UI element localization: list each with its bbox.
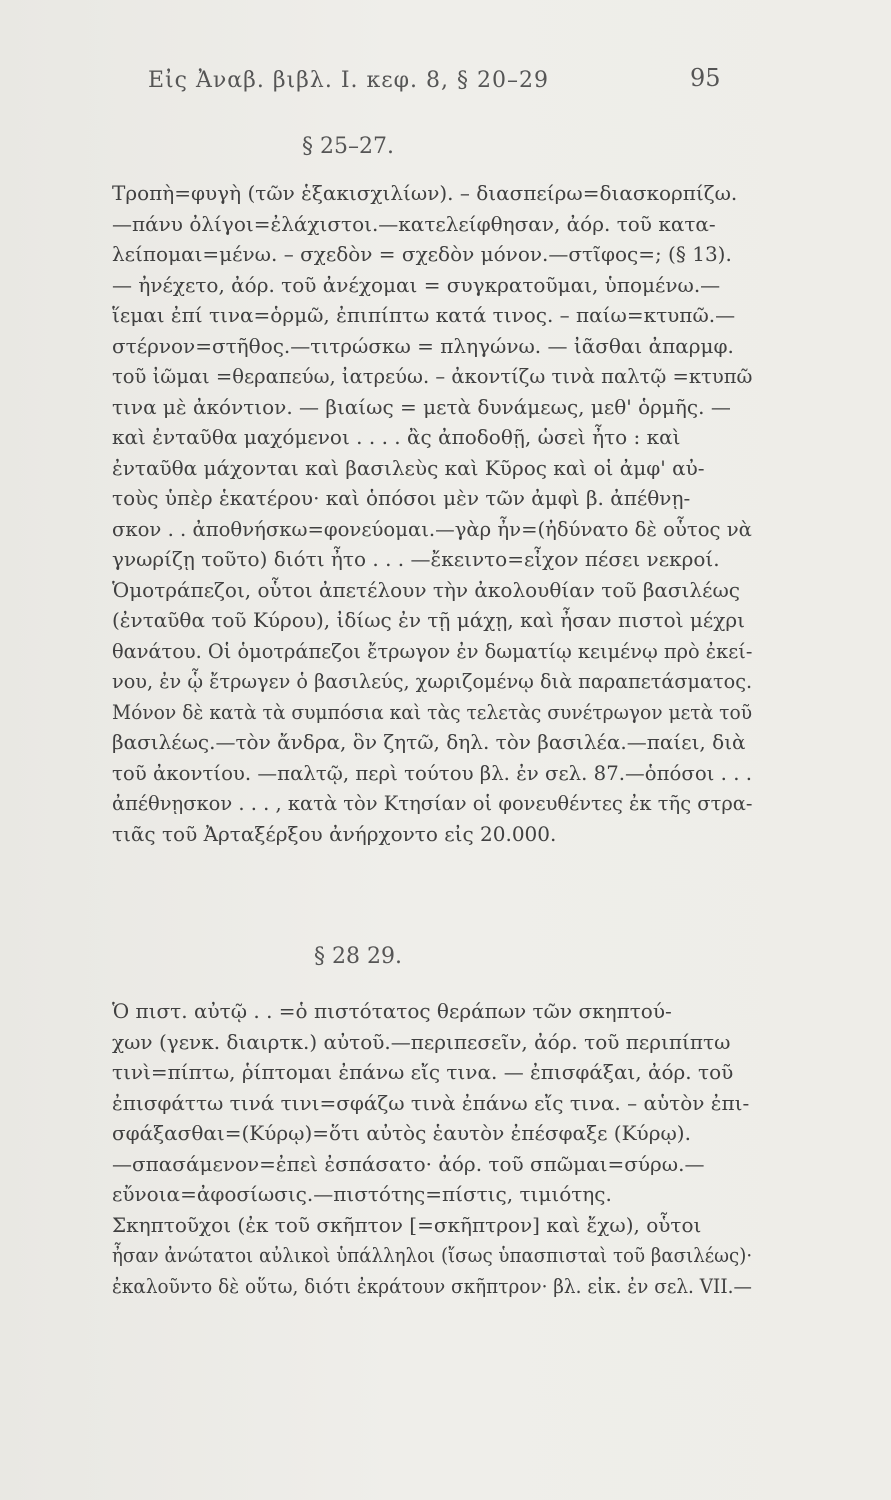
- text-line: ἐνταῦθα μάχονται καὶ βασιλεὺς καὶ Κῦρος καὶ οἱ ἀμφ' αὐ-: [112, 455, 705, 480]
- section-heading-28-29: § 28 29.: [314, 944, 402, 969]
- text-line: —σπασάμενον=ἐπεὶ ἐσπάσατο· ἀόρ. τοῦ σπῶμαι=σύρω.—: [112, 1151, 705, 1176]
- text-line: τιᾶς τοῦ Ἀρταξέρξου ἀνήρχοντο εἰς 20.000.: [112, 821, 557, 846]
- commentary-block-2: [112, 996, 752, 1301]
- text-line: τοῦ ἰῶμαι =θεραπεύω, ἰατρεύω. – ἀκοντίζω τινὰ παλτῷ =κτυπῶ: [112, 364, 753, 388]
- text-line: χων (γενκ. διαιρτκ.) αὐτοῦ.—περιπεσεῖν, ἀόρ. τοῦ περιπίπτω: [112, 1029, 731, 1054]
- text-line: Σκηπτοῦχοι (ἐκ τοῦ σκῆπτον [=σκῆπτρον] καὶ ἔχω), οὗτοι: [112, 1212, 702, 1237]
- text-line: ἵεμαι ἐπί τινα=ὁρμῶ, ἐπιπίπτω κατά τινος. – παίω=κτυπῶ.—: [112, 303, 736, 327]
- text-line: (ἐνταῦθα τοῦ Κύρου), ἰδίως ἐν τῇ μάχῃ, καὶ ἦσαν πιστοὶ μέχρι: [112, 608, 745, 632]
- text-line: —πάνυ ὀλίγοι=ἐλάχιστοι.—κατελείφθησαν, ἀόρ. τοῦ κατα-: [112, 211, 716, 236]
- text-line: τινὶ=πίπτω, ῥίπτομαι ἐπάνω εἴς τινα. — ἐπισφάξαι, ἀόρ. τοῦ: [112, 1060, 734, 1084]
- text-line: τοῦ ἀκοντίου. —παλτῷ, περὶ τούτου βλ. ἐν σελ. 87.—ὁπόσοι . . .: [112, 760, 752, 785]
- text-line: γνωρίζῃ τοῦτο) διότι ἦτο . . . —ἔκειντο=εἶχον πέσει νεκροί.: [112, 547, 720, 571]
- section-heading-25-27: § 25–27.: [302, 134, 394, 159]
- text-line: — ἠνέχετο, ἀόρ. τοῦ ἀνέχομαι = συγκρατοῦμαι, ὑπομένω.—: [112, 272, 721, 297]
- text-line: σφάξασθαι=(Κύρῳ)=ὅτι αὐτὸς ἑαυτὸν ἐπέσφαξε (Κύρῳ).: [112, 1121, 691, 1145]
- text-line: Ὁμοτράπεζοι, οὗτοι ἀπετέλουν τὴν ἀκολουθίαν τοῦ βασιλέως: [112, 577, 740, 602]
- text-line: καὶ ἐνταῦθα μαχόμενοι . . . . ἂς ἀποδοθῇ, ὡσεὶ ἦτο : καὶ: [112, 425, 681, 449]
- text-line: ἐπισφάττω τινά τινι=σφάζω τινὰ ἐπάνω εἴς τινα. – αὑτὸν ἐπι-: [112, 1090, 750, 1115]
- commentary-block-1: [112, 178, 752, 849]
- text-line: Ὁ πιστ. αὐτῷ . . =ὁ πιστότατος θεράπων τῶν σκηπτού-: [112, 999, 672, 1023]
- text-line: θανάτου. Οἱ ὁμοτράπεζοι ἔτρωγον ἐν δωματίῳ κειμένῳ πρὸ ἐκεί-: [112, 638, 753, 663]
- text-line: Τροπὴ=φυγὴ (τῶν ἑξακισχιλίων). – διασπείρω=διασκορπίζω.: [112, 181, 738, 205]
- text-line: λείπομαι=μένω. – σχεδὸν = σχεδὸν μόνον.—στῖφος=; (§ 13).: [112, 242, 732, 266]
- text-line: εὔνοια=ἀφοσίωσις.—πιστότης=πίστις, τιμιότης.: [112, 1182, 612, 1206]
- text-line: στέρνον=στῆθος.—τιτρώσκω = πληγώνω. — ἰᾶσθαι ἀπαρμφ.: [112, 333, 734, 358]
- text-line: τινα μὲ ἀκόντιον. — βιαίως = μετὰ δυνάμεως, μεθ' ὁρμῆς. —: [112, 394, 731, 419]
- text-line: ἀπέθνῃσκον . . . , κατὰ τὸν Κτησίαν οἱ φονευθέντες ἐκ τῆς στρα-: [112, 791, 753, 815]
- text-line: ἐκαλοῦντο δὲ οὕτω, διότι ἐκράτουν σκῆπτρον· βλ. εἰκ. ἐν σελ. VII.—: [112, 1273, 752, 1298]
- page-number: 95: [690, 64, 721, 92]
- text-line: σκον . . ἀποθνήσκω=φονεύομαι.—γὰρ ἦν=(ἠδύνατο δὲ οὗτος νὰ: [112, 516, 752, 541]
- text-line: ἦσαν ἀνώτατοι αὐλικοὶ ὑπάλληλοι (ἴσως ὑπασπισταὶ τοῦ βασιλέως)·: [112, 1243, 753, 1267]
- text-line: τοὺς ὑπὲρ ἑκατέρου· καὶ ὁπόσοι μὲν τῶν ἀμφὶ β. ἀπέθνῃ-: [112, 486, 691, 510]
- text-line: νου, ἐν ᾧ ἔτρωγεν ὁ βασιλεύς, χωριζομένῳ διὰ παραπετάσματος.: [112, 669, 753, 693]
- text-line: Μόνον δὲ κατὰ τὰ συμπόσια καὶ τὰς τελετὰς συνέτρωγον μετὰ τοῦ: [112, 699, 753, 724]
- running-title: Εἰς Ἀναβ. βιβλ. Ι. κεφ. 8, § 20–29: [148, 68, 549, 93]
- text-line: βασιλέως.—τὸν ἄνδρα, ὃν ζητῶ, δηλ. τὸν βασιλέα.—παίει, διὰ: [112, 730, 746, 754]
